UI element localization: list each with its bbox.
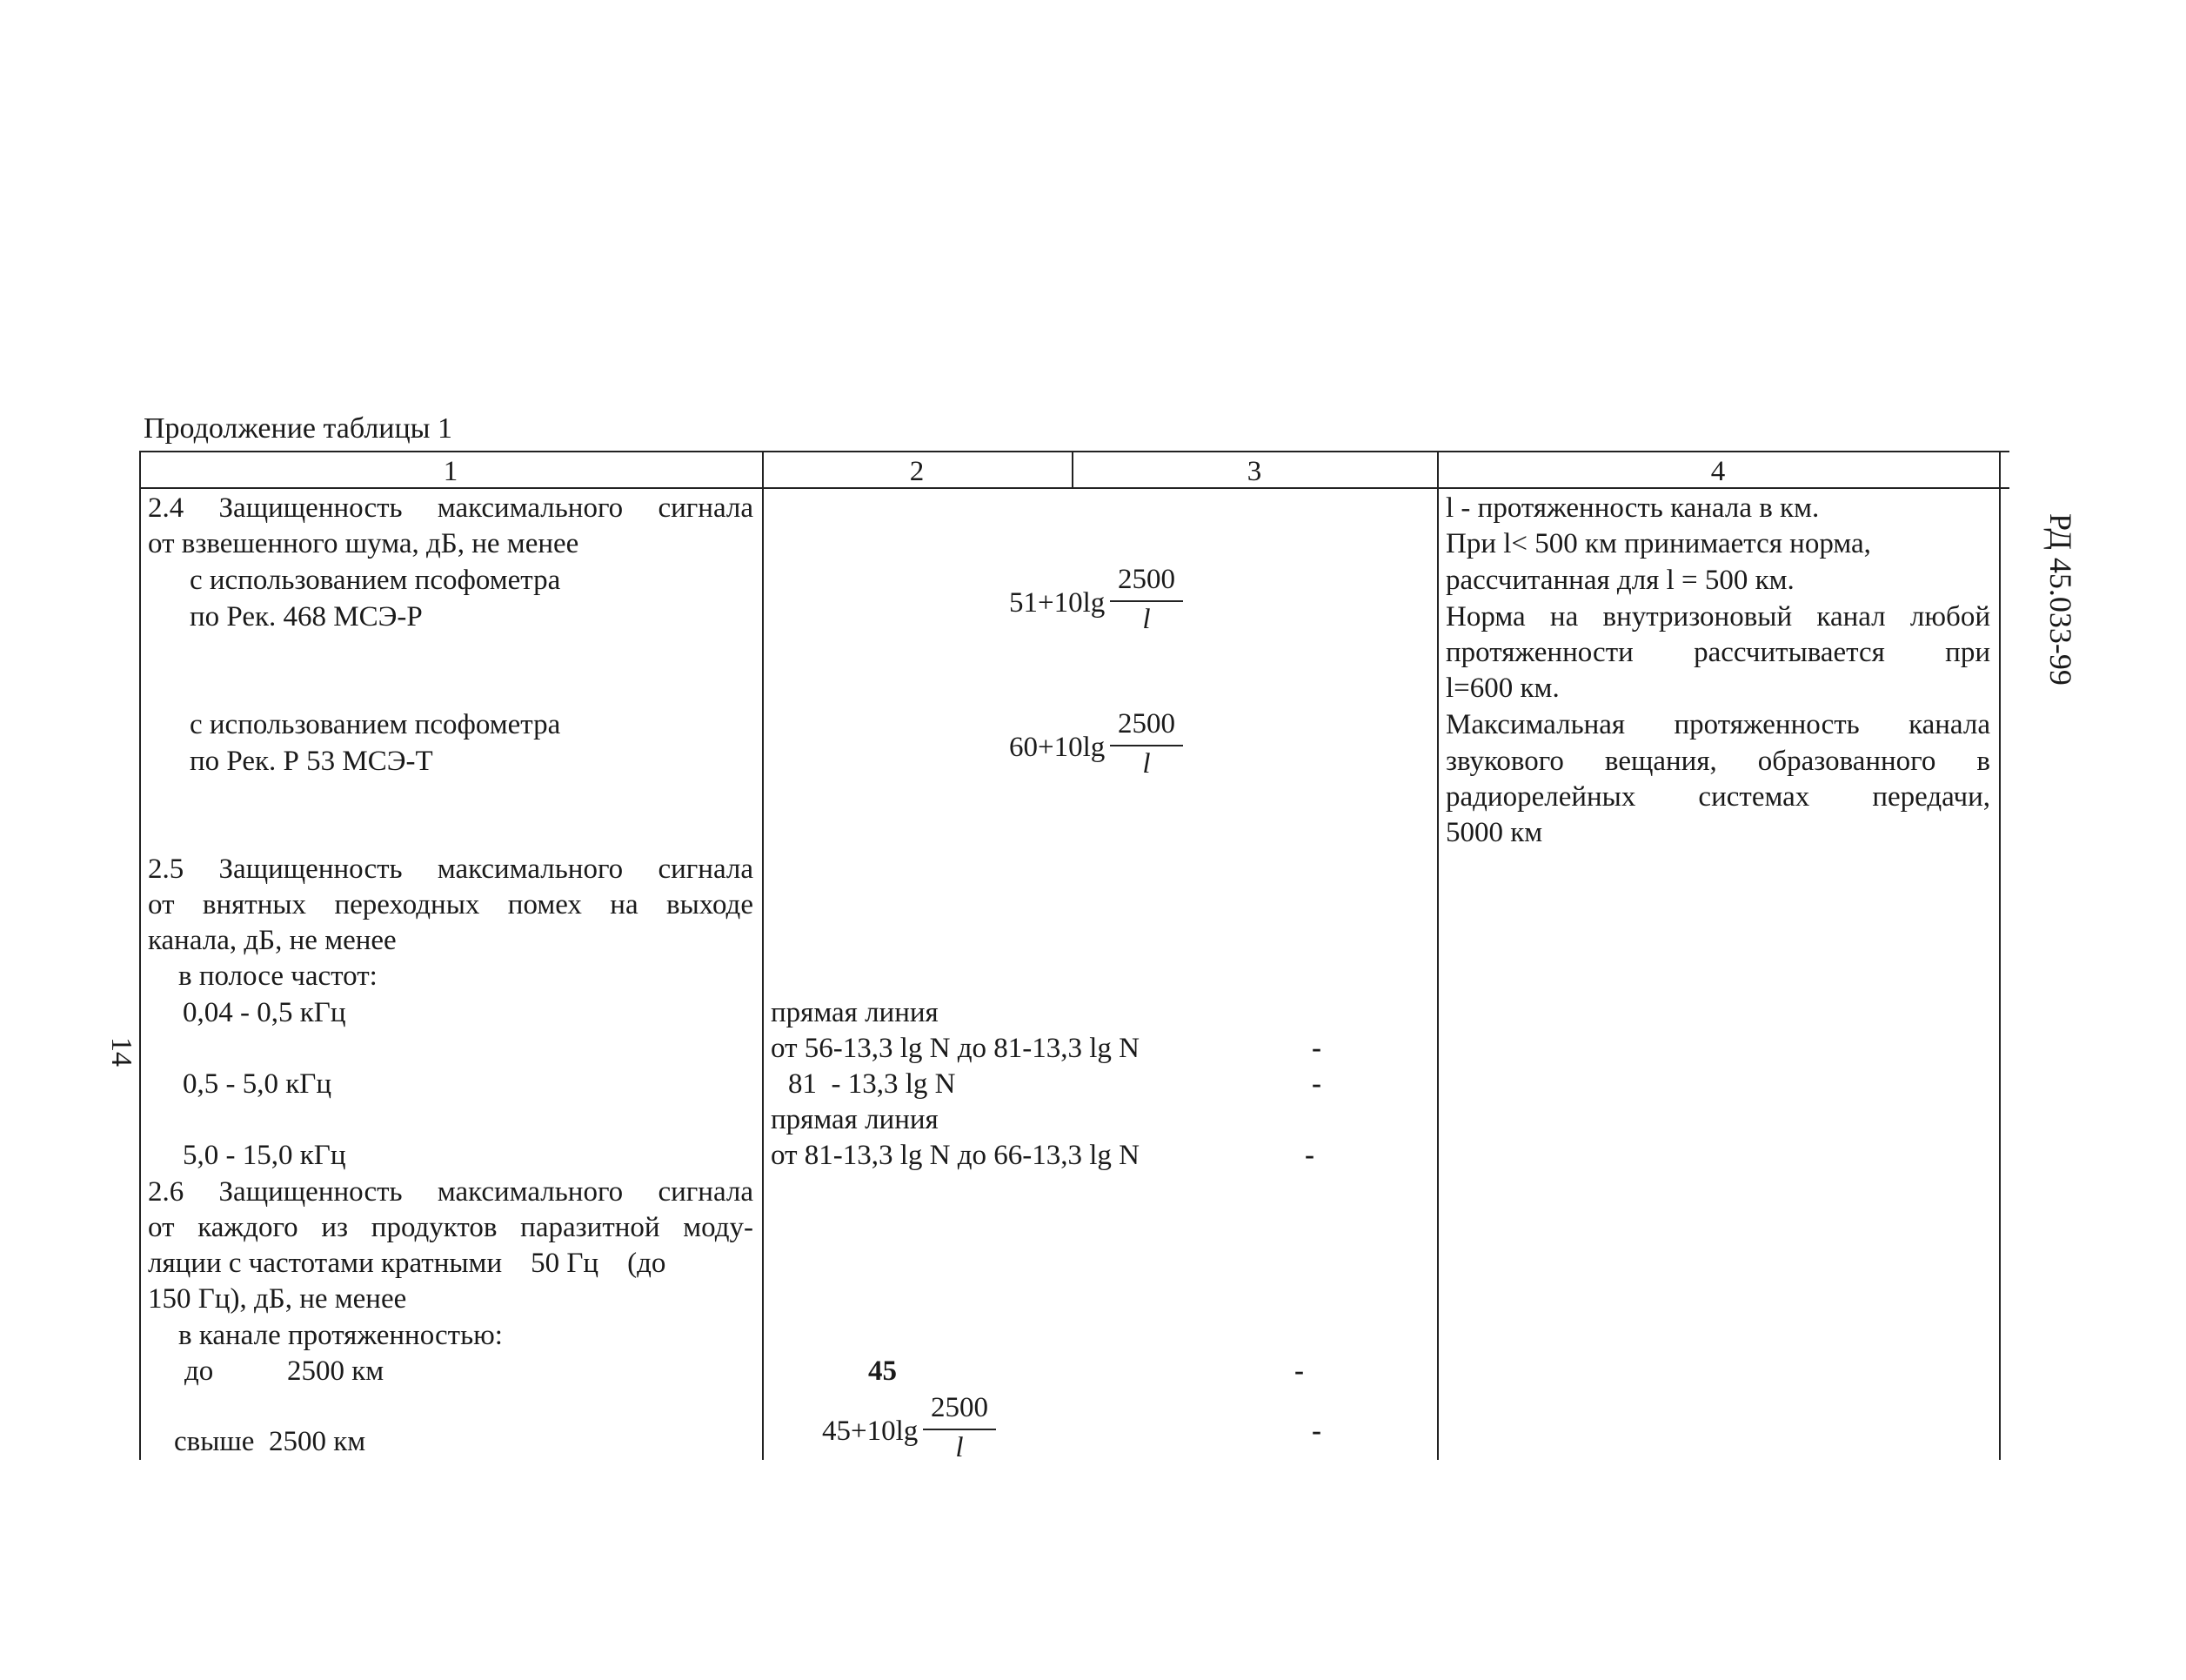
crosstalk-row-3: 81 - 13,3 lg N: [788, 1068, 956, 1100]
item-2-4-line-5: с использованием псофометра: [190, 709, 561, 740]
col3-dash-1: -: [1312, 1033, 1321, 1064]
item-2-5-line-2: от внятных переходных помех на выходе: [148, 889, 753, 920]
formula-3-numerator: 2500: [931, 1392, 988, 1423]
item-2-5-line-6: 0,5 - 5,0 кГц: [183, 1068, 332, 1100]
note-line-5: протяженности рассчитывается при: [1446, 637, 1990, 668]
item-2-5-line-3: канала, дБ, не менее: [148, 925, 397, 956]
item-2-5-line-1: 2.5 Защищенность максимального сигнала: [148, 853, 753, 885]
item-2-6-line-7: свыше 2500 км: [174, 1426, 366, 1457]
note-line-4: Норма на внутризоновый канал любой: [1446, 601, 1990, 633]
item-2-6-line-5: в канале протяженностью:: [178, 1320, 503, 1351]
item-2-5-line-4: в полосе частот:: [178, 960, 378, 992]
page-number: 14: [105, 1037, 137, 1067]
note-line-8: звукового вещания, образованного в: [1446, 746, 1990, 777]
formula-1-denominator: l: [1142, 604, 1151, 635]
crosstalk-row-4: прямая линия: [771, 1104, 939, 1135]
header-col-4: 4: [1710, 456, 1726, 487]
item-2-4-line-2: от взвешенного шума, дБ, не менее: [148, 528, 579, 559]
formula-2-denominator: l: [1142, 748, 1151, 780]
formula-2-prefix: 60+10lg: [1009, 732, 1106, 763]
column-border-right: [1999, 451, 2001, 1460]
column-border-1-2: [762, 451, 764, 1460]
item-2-6-line-1: 2.6 Защищенность максимального сигнала: [148, 1176, 753, 1208]
item-2-6-line-4: 150 Гц), дБ, не менее: [148, 1283, 407, 1315]
table-top-border: [139, 451, 2009, 452]
note-line-1: l - протяженность канала в км.: [1446, 492, 1820, 524]
item-2-5-line-7: 5,0 - 15,0 кГц: [183, 1140, 346, 1171]
header-col-1: 1: [443, 456, 458, 487]
note-line-6: l=600 км.: [1446, 673, 1560, 704]
note-line-9: радиорелейных системах передачи,: [1446, 781, 1990, 813]
document-code: РД 45.033-99: [2043, 513, 2078, 686]
modulation-value-45: 45: [868, 1355, 897, 1387]
table-caption: Продолжение таблицы 1: [144, 412, 453, 445]
item-2-6-line-3: ляции с частотами кратными 50 Гц (до: [148, 1248, 666, 1279]
note-line-3: рассчитанная для l = 500 км.: [1446, 565, 1795, 596]
formula-psophometer-468: [1009, 562, 1183, 640]
header-col-3: 3: [1247, 456, 1262, 487]
column-border-left: [139, 451, 141, 1460]
item-2-4-line-1: 2.4 Защищенность максимального сигнала: [148, 492, 753, 524]
note-line-2: При l< 500 км принимается норма,: [1446, 528, 1871, 559]
item-2-4-line-3: с использованием псофометра: [190, 565, 561, 596]
note-line-7: Максимальная протяженность канала: [1446, 709, 1990, 740]
item-2-4-line-6: по Рек. Р 53 МСЭ-Т: [190, 746, 433, 777]
formula-psophometer-p53: [1009, 706, 1183, 785]
column-border-3-4: [1437, 451, 1439, 1460]
crosstalk-row-2: от 56-13,3 lg N до 81-13,3 lg N: [771, 1033, 1140, 1064]
formula-1-prefix: 51+10lg: [1009, 587, 1106, 619]
formula-modulation: [822, 1390, 996, 1469]
col3-dash-4: -: [1294, 1355, 1304, 1387]
crosstalk-row-1: прямая линия: [771, 997, 939, 1028]
item-2-5-line-5: 0,04 - 0,5 кГц: [183, 997, 346, 1028]
item-2-6-line-6a: до: [184, 1355, 214, 1387]
col3-dash-2: -: [1312, 1068, 1321, 1100]
header-col-2: 2: [909, 456, 925, 487]
item-2-6-line-6b: 2500 км: [287, 1355, 384, 1387]
note-line-10: 5000 км: [1446, 817, 1543, 848]
crosstalk-row-5: от 81-13,3 lg N до 66-13,3 lg N: [771, 1140, 1140, 1171]
item-2-6-line-2: от каждого из продуктов паразитной моду-: [148, 1212, 753, 1243]
formula-2-numerator: 2500: [1118, 708, 1175, 740]
formula-1-numerator: 2500: [1118, 564, 1175, 595]
formula-3-denominator: l: [955, 1432, 964, 1463]
item-2-4-line-4: по Рек. 468 МСЭ-Р: [190, 601, 423, 633]
formula-3-prefix: 45+10lg: [822, 1416, 919, 1447]
col3-dash-3: -: [1305, 1140, 1314, 1171]
col3-dash-5: -: [1312, 1416, 1321, 1447]
